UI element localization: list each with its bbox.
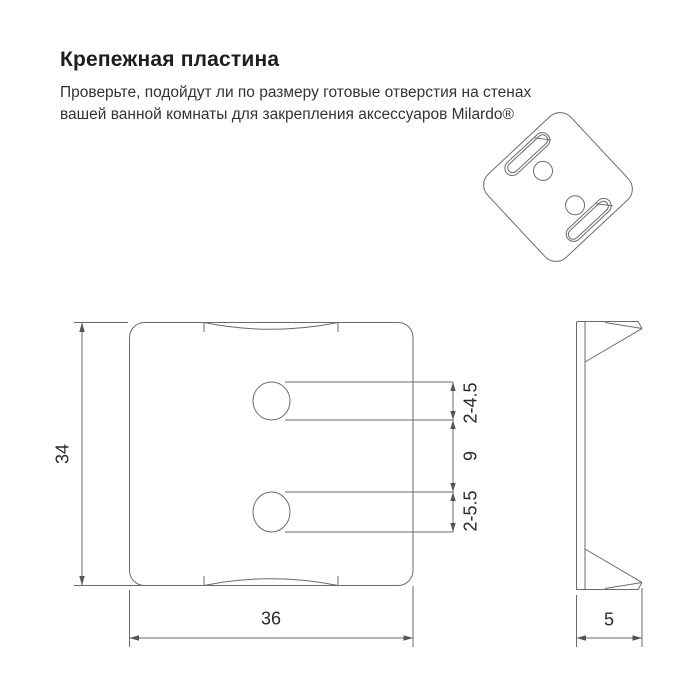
dim-label-bottom-hole: 2-5.5	[460, 490, 481, 532]
description-line-2: вашей ванной комнаты для закрепления аксессуаров Milardo®	[60, 106, 514, 123]
iso-hole-bottom	[562, 192, 589, 219]
iso-plate-outline	[477, 106, 638, 267]
hole-leader-lines	[285, 382, 453, 532]
dim-label-top-hole: 2-4.5	[460, 382, 481, 424]
front-hole-bottom	[253, 492, 290, 532]
dim-label-holes-gap: 9	[460, 450, 481, 462]
dim-label-thickness: 5	[603, 609, 615, 630]
description-line-1: Проверьте, подойдут ли по размеру готовые отверстия на стенах	[60, 84, 532, 101]
front-view	[74, 323, 453, 648]
page-title: Крепежная пластина	[60, 48, 280, 71]
front-notch-top	[204, 323, 338, 333]
isometric-view	[477, 106, 638, 267]
iso-hole-top	[530, 157, 557, 184]
dimension-arrowheads	[79, 323, 642, 641]
side-hook-top	[577, 322, 643, 363]
front-notch-bottom	[204, 576, 338, 586]
dim-label-plate-width: 36	[260, 608, 282, 629]
side-view	[577, 322, 643, 648]
front-plate-outline	[130, 323, 414, 586]
side-plate-body	[577, 322, 586, 590]
height-extension-lines	[74, 323, 145, 586]
side-hook-bottom	[577, 549, 643, 590]
front-hole-top	[253, 382, 290, 420]
dim-label-plate-height: 34	[52, 443, 73, 465]
